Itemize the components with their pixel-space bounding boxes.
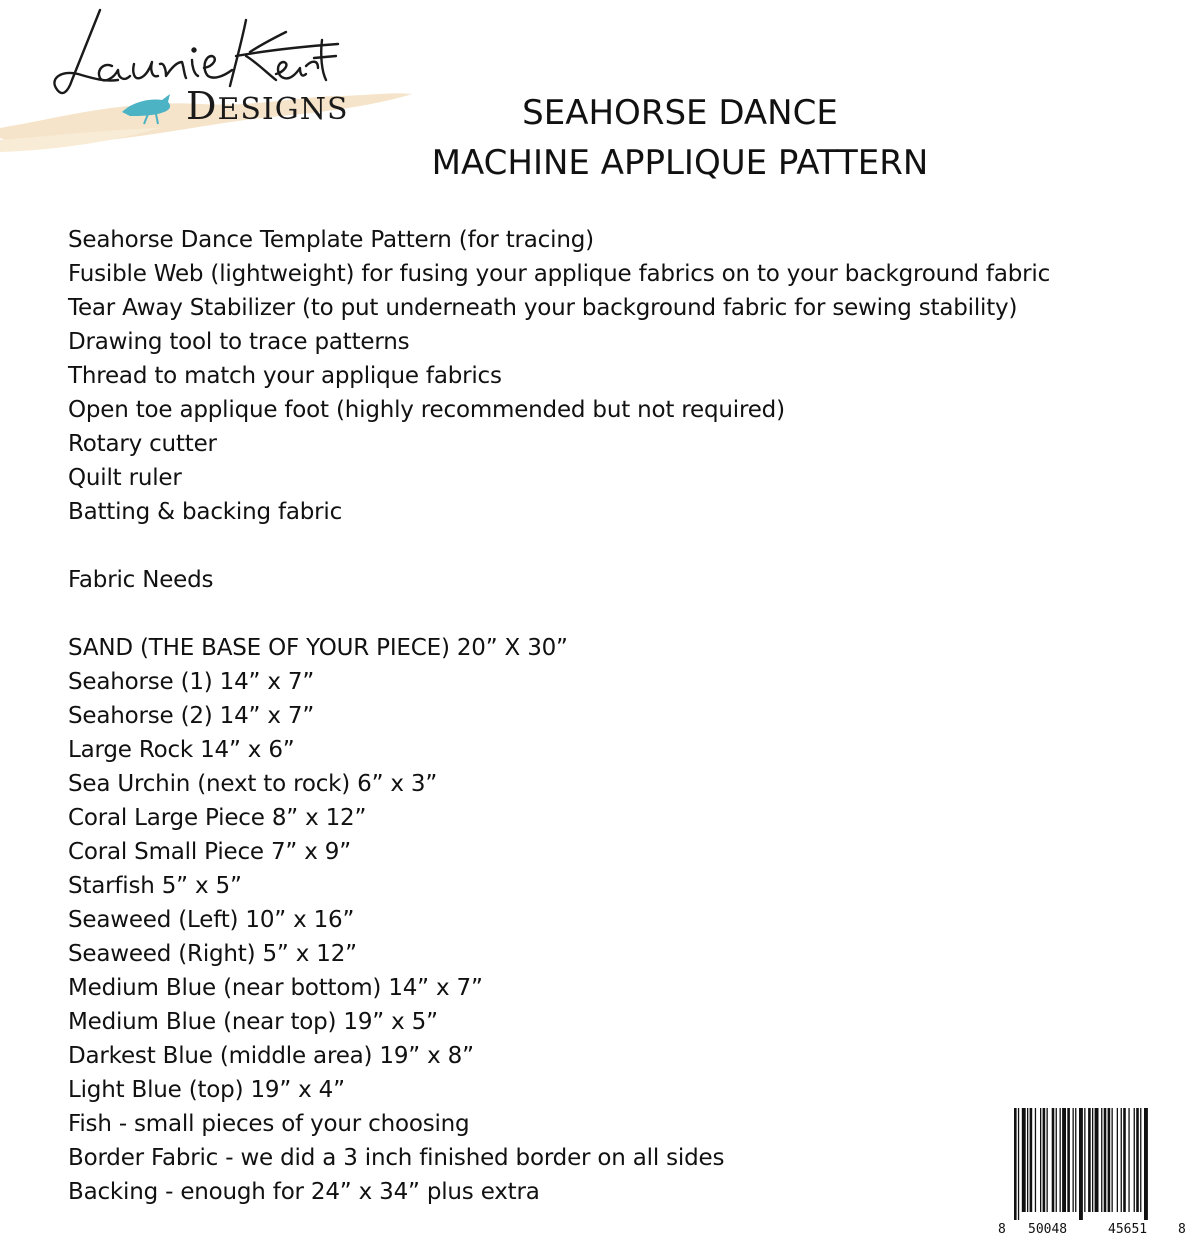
barcode-bar bbox=[1101, 1108, 1102, 1212]
list-item: Drawing tool to trace patterns bbox=[68, 329, 410, 355]
list-item: Tear Away Stabilizer (to put underneath your background fabric for sewing stability) bbox=[68, 295, 1018, 321]
list-item: Seahorse (2) 14” x 7” bbox=[68, 703, 315, 729]
barcode-bar bbox=[1022, 1108, 1026, 1212]
barcode-bar bbox=[1117, 1108, 1118, 1212]
page-title bbox=[380, 88, 980, 188]
list-item: Seaweed (Left) 10” x 16” bbox=[68, 907, 355, 933]
barcode-bar bbox=[1062, 1108, 1066, 1212]
list-item: Seahorse Dance Template Pattern (for tracing) bbox=[68, 227, 594, 253]
list-item: Seaweed (Right) 5” x 12” bbox=[68, 941, 357, 967]
barcode-bar bbox=[1035, 1108, 1036, 1212]
barcode-bar bbox=[1121, 1108, 1122, 1212]
barcode-bar bbox=[1140, 1108, 1141, 1212]
signature-icon bbox=[54, 10, 338, 93]
list-item: Border Fabric - we did a 3 inch finished border on all sides bbox=[68, 1145, 725, 1171]
barcode-group-2: 45651 bbox=[1108, 1222, 1148, 1237]
barcode-bar bbox=[1030, 1108, 1033, 1212]
fabric-needs-heading: Fabric Needs bbox=[68, 567, 214, 593]
barcode-bar bbox=[1123, 1108, 1126, 1212]
barcode-group-1: 50048 bbox=[1028, 1222, 1068, 1237]
barcode-bar bbox=[1088, 1108, 1091, 1212]
list-item: Medium Blue (near top) 19” x 5” bbox=[68, 1009, 438, 1035]
barcode-bar bbox=[1084, 1108, 1085, 1212]
list-item: Coral Small Piece 7” x 9” bbox=[68, 839, 351, 865]
barcode-bar bbox=[1079, 1108, 1083, 1220]
barcode-bar bbox=[1108, 1108, 1111, 1212]
barcode-bar bbox=[1075, 1108, 1076, 1212]
barcode-bar bbox=[1104, 1108, 1107, 1212]
barcode-bar bbox=[1134, 1108, 1135, 1212]
barcode-bar bbox=[1027, 1108, 1028, 1212]
list-item: Rotary cutter bbox=[68, 431, 217, 457]
spacer bbox=[68, 597, 1168, 631]
list-item: Light Blue (top) 19” x 4” bbox=[68, 1077, 345, 1103]
brand-logo bbox=[0, 0, 420, 160]
list-item: Medium Blue (near bottom) 14” x 7” bbox=[68, 975, 483, 1001]
barcode bbox=[998, 1108, 1188, 1240]
list-item: Seahorse (1) 14” x 7” bbox=[68, 669, 315, 695]
title-line-1: SEAHORSE DANCE bbox=[522, 93, 838, 133]
barcode-bar bbox=[1136, 1108, 1139, 1212]
barcode-bar bbox=[1060, 1108, 1061, 1212]
barcode-bar bbox=[1040, 1108, 1041, 1212]
list-item: Quilt ruler bbox=[68, 465, 182, 491]
logo-designs-text: DESIGNS bbox=[186, 84, 349, 128]
barcode-digit-right: 8 bbox=[1178, 1222, 1186, 1237]
barcode-bar bbox=[1112, 1108, 1113, 1212]
barcode-bars bbox=[1014, 1108, 1186, 1220]
barcode-bar bbox=[1014, 1108, 1017, 1220]
supplies-list bbox=[68, 223, 1168, 529]
barcode-bar bbox=[1056, 1108, 1057, 1212]
barcode-bar bbox=[1018, 1108, 1019, 1220]
document-body bbox=[68, 223, 1168, 1209]
barcode-bar bbox=[1128, 1108, 1129, 1212]
list-item: Backing - enough for 24” x 34” plus extra bbox=[68, 1179, 540, 1205]
barcode-bar bbox=[1095, 1108, 1099, 1212]
barcode-bar bbox=[1043, 1108, 1046, 1212]
barcode-bar bbox=[1092, 1108, 1093, 1212]
barcode-bar bbox=[1144, 1108, 1148, 1220]
barcode-bar bbox=[1047, 1108, 1048, 1212]
logo-artwork bbox=[0, 0, 420, 160]
list-item: Batting & backing fabric bbox=[68, 499, 343, 525]
barcode-digit-left: 8 bbox=[998, 1222, 1006, 1237]
barcode-bar bbox=[1052, 1108, 1055, 1212]
list-item: Coral Large Piece 8” x 12” bbox=[68, 805, 367, 831]
list-item: Open toe applique foot (highly recommended but not required) bbox=[68, 397, 785, 423]
list-item: SAND (THE BASE OF YOUR PIECE) 20” X 30” bbox=[68, 635, 568, 661]
list-item: Large Rock 14” x 6” bbox=[68, 737, 295, 763]
list-item: Starfish 5” x 5” bbox=[68, 873, 242, 899]
list-item: Fish - small pieces of your choosing bbox=[68, 1111, 470, 1137]
list-item: Thread to match your applique fabrics bbox=[68, 363, 502, 389]
list-item: Fusible Web (lightweight) for fusing your applique fabrics on to your background fabric bbox=[68, 261, 1051, 287]
spacer bbox=[68, 529, 1168, 563]
title-line-2: MACHINE APPLIQUE PATTERN bbox=[431, 143, 929, 183]
barcode-bar bbox=[1073, 1108, 1074, 1212]
barcode-bar bbox=[1067, 1108, 1070, 1212]
list-item: Sea Urchin (next to rock) 6” x 3” bbox=[68, 771, 438, 797]
list-item: Darkest Blue (middle area) 19” x 8” bbox=[68, 1043, 474, 1069]
